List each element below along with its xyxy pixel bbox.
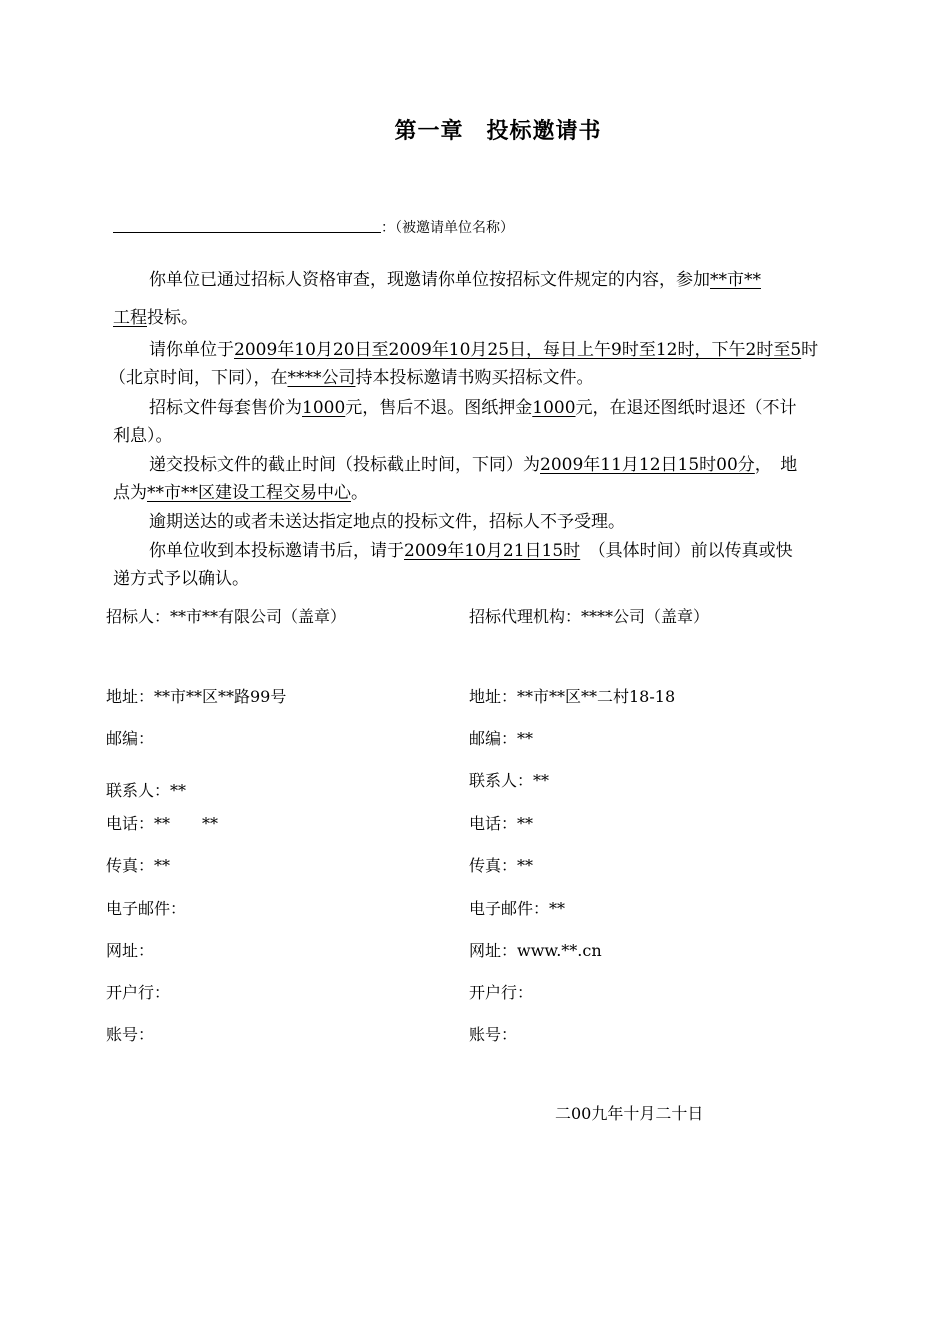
p4-text-d: 。 (351, 483, 368, 503)
agency-website: 网址：www.**.cn (469, 941, 602, 960)
agency-address: 地址：**市**区**二村18-18 (469, 687, 676, 706)
p6-text-b: （具体时间）前以传真或快 (580, 541, 793, 561)
agency-contact: 联系人：** (469, 771, 550, 790)
paragraph-6 (149, 537, 793, 565)
agency-fax: 传真：** (469, 856, 534, 875)
p4-text-c: 点为 (113, 483, 147, 503)
p2-text-b: 时 (801, 340, 819, 360)
p3-deposit: 1000 (532, 398, 576, 418)
paragraph-2 (149, 336, 818, 364)
p3-text-c: 元，在退还图纸时退还（不计 (575, 398, 797, 418)
paragraph-1 (113, 266, 761, 294)
paragraph-4-cont (113, 479, 368, 507)
p2-text: 请你单位于 (149, 340, 234, 360)
agency-phone: 电话：** (469, 814, 534, 833)
agency-name: 招标代理机构：****公司（盖章） (469, 607, 710, 626)
p1-text-end: 投标。 (147, 308, 198, 328)
agency-postcode: 邮编：** (469, 729, 534, 748)
tenderer-fax: 传真：** (106, 856, 171, 875)
p4-text: 递交投标文件的截止时间（投标截止时间，下同）为 (149, 455, 540, 475)
p4-text-b: ， 地 (754, 455, 798, 475)
tenderer-address: 地址：**市**区**路99号 (106, 687, 287, 706)
paragraph-5: 逾期送达的或者未送达指定地点的投标文件，招标人不予受理。 (149, 512, 625, 532)
p2-text-c: （北京时间，下同），在 (109, 368, 288, 388)
tenderer-email: 电子邮件： (106, 899, 187, 918)
paragraph-2-cont (109, 364, 594, 392)
page-title: 第一章 投标邀请书 (394, 118, 602, 144)
tenderer-account: 账号： (106, 1025, 155, 1044)
p3-text: 招标文件每套售价为 (149, 398, 302, 418)
p4-deadline: 2009年11月12日15时00分 (540, 455, 755, 475)
p6-confirm-time: 2009年10月21日15时 (404, 541, 581, 561)
agency-email: 电子邮件：** (469, 899, 566, 918)
tenderer-bank: 开户行： (106, 983, 171, 1002)
p2-sale-period: 2009年10月20日至2009年10月25日，每日上午9时至12时，下午2时至5 (234, 340, 802, 360)
p2-text-d: 持本投标邀请书购买招标文件。 (355, 368, 594, 388)
paragraph-1-cont (113, 304, 198, 332)
agency-bank: 开户行： (469, 983, 534, 1002)
tenderer-contact: 联系人：** (106, 781, 187, 800)
invitee-blank-line (113, 216, 381, 233)
p3-price: 1000 (302, 398, 346, 418)
p2-company: ****公司 (287, 368, 356, 388)
paragraph-4 (149, 451, 797, 479)
invitee-label: ：（被邀请单位名称） (381, 220, 514, 236)
paragraph-3-cont: 利息）。 (113, 426, 173, 446)
tenderer-phone: 电话：** ** (106, 814, 219, 833)
tenderer-postcode: 邮编： (106, 729, 155, 748)
tenderer-website: 网址： (106, 941, 155, 960)
paragraph-6-cont: 递方式予以确认。 (113, 569, 249, 589)
p1-text: 你单位已通过招标人资格审查，现邀请你单位按招标文件规定的内容，参加 (149, 270, 710, 290)
p1-project-name: **市** (710, 270, 761, 290)
tenderer-name: 招标人：**市**有限公司（盖章） (106, 607, 347, 626)
p1-project-name-cont: 工程 (113, 308, 147, 328)
agency-account: 账号： (469, 1025, 518, 1044)
p3-text-b: 元，售后不退。图纸押金 (345, 398, 533, 418)
p4-location: **市**区建设工程交易中心 (147, 483, 351, 503)
p6-text: 你单位收到本投标邀请书后，请于 (149, 541, 404, 561)
paragraph-3 (149, 394, 797, 422)
document-date: 二00九年十月二十日 (555, 1104, 704, 1123)
